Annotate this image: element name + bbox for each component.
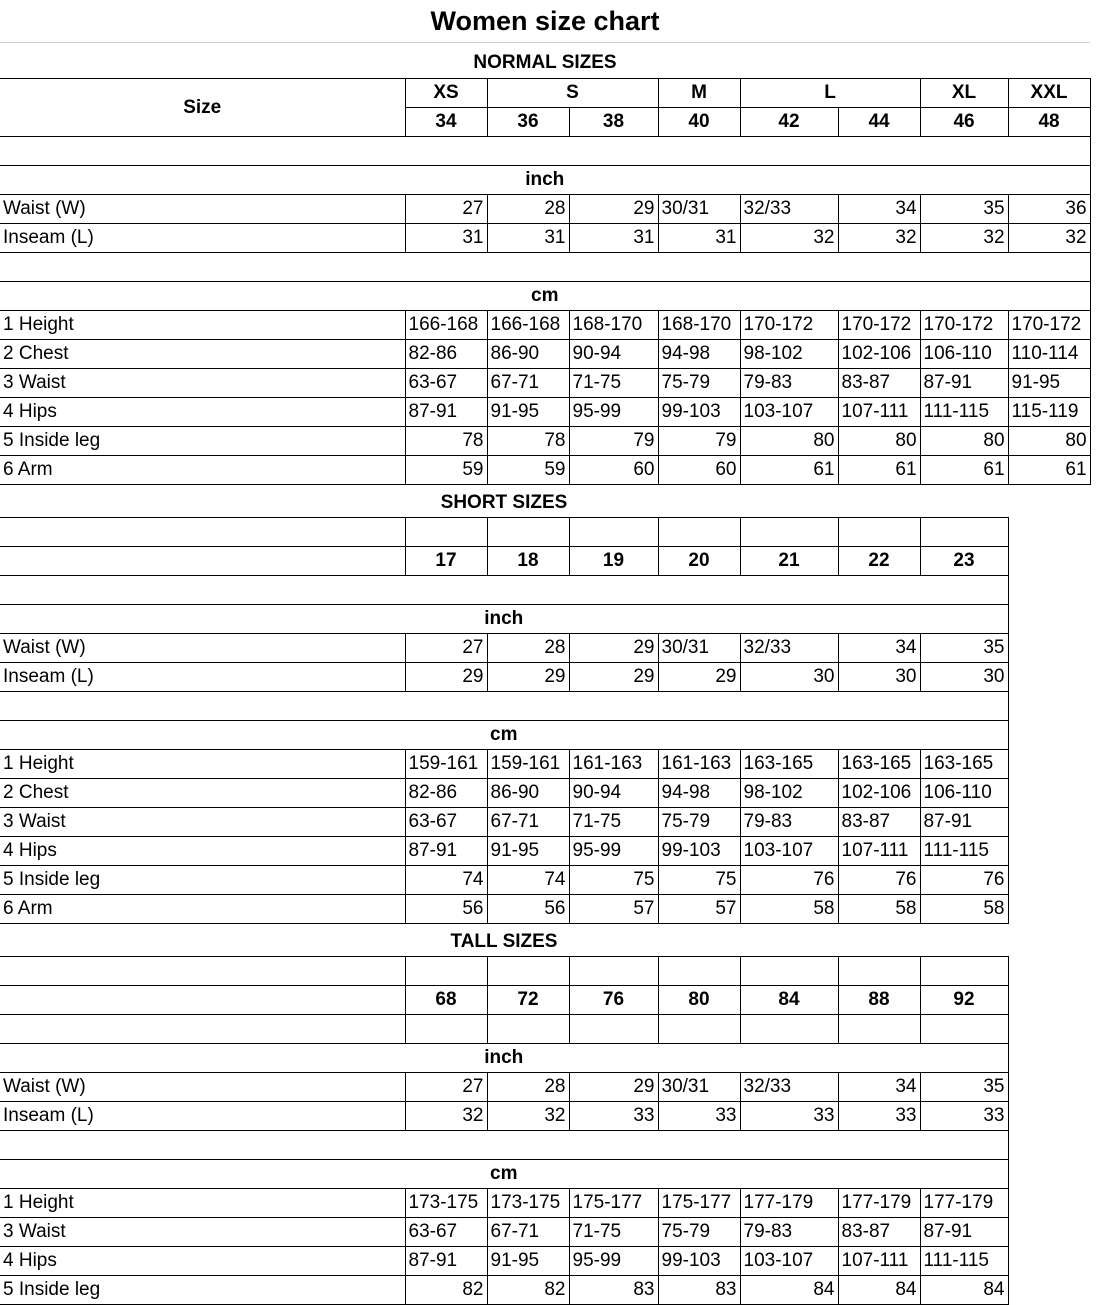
size-number: 21 — [740, 547, 838, 576]
measurement-label: 1 Height — [0, 750, 405, 779]
measurement-value: 33 — [569, 1102, 658, 1131]
measurement-row — [0, 195, 1090, 224]
measurement-value: 173-175 — [487, 1189, 569, 1218]
unit-label: inch — [0, 166, 1090, 195]
measurement-value: 170-172 — [1008, 311, 1090, 340]
number-size-row — [0, 547, 1008, 576]
measurement-row — [0, 663, 1008, 692]
measurement-value: 57 — [569, 895, 658, 924]
empty-cell — [569, 957, 658, 986]
measurement-value: 71-75 — [569, 808, 658, 837]
measurement-row — [0, 340, 1090, 369]
measurement-value: 36 — [1008, 195, 1090, 224]
measurement-value: 107-111 — [838, 837, 920, 866]
measurement-row — [0, 779, 1008, 808]
measurement-value: 95-99 — [569, 1247, 658, 1276]
measurement-value: 29 — [569, 663, 658, 692]
measurement-value: 29 — [569, 1073, 658, 1102]
measurement-value: 91-95 — [487, 1247, 569, 1276]
measurement-value: 83-87 — [838, 808, 920, 837]
measurement-value: 111-115 — [920, 837, 1008, 866]
cm-unit-row — [0, 282, 1090, 311]
measurement-value: 94-98 — [658, 779, 740, 808]
measurement-value: 28 — [487, 195, 569, 224]
inch-unit-row — [0, 166, 1090, 195]
measurement-value: 76 — [920, 866, 1008, 895]
measurement-value: 61 — [920, 456, 1008, 485]
size-number: 17 — [405, 547, 487, 576]
measurement-value: 99-103 — [658, 1247, 740, 1276]
measurement-value: 33 — [838, 1102, 920, 1131]
unit-label: inch — [0, 1044, 1008, 1073]
measurement-value: 75-79 — [658, 369, 740, 398]
measurement-value: 99-103 — [658, 837, 740, 866]
measurement-value: 31 — [487, 224, 569, 253]
measurement-label: 5 Inside leg — [0, 427, 405, 456]
measurement-value: 177-179 — [740, 1189, 838, 1218]
measurement-value: 87-91 — [405, 398, 487, 427]
measurement-value: 102-106 — [838, 779, 920, 808]
measurement-value: 106-110 — [920, 779, 1008, 808]
empty-cell — [569, 1015, 658, 1044]
unit-label: inch — [0, 605, 1008, 634]
measurement-row — [0, 456, 1090, 485]
measurement-value: 35 — [920, 195, 1008, 224]
measurement-value: 159-161 — [487, 750, 569, 779]
measurement-value: 29 — [405, 663, 487, 692]
measurement-label: 3 Waist — [0, 808, 405, 837]
empty-cell — [487, 518, 569, 547]
measurement-value: 32 — [487, 1102, 569, 1131]
measurement-value: 31 — [569, 224, 658, 253]
measurement-value: 83 — [658, 1276, 740, 1305]
measurement-value: 87-91 — [405, 1247, 487, 1276]
measurement-value: 71-75 — [569, 1218, 658, 1247]
row-label-blank — [0, 1015, 405, 1044]
measurement-value: 67-71 — [487, 1218, 569, 1247]
measurement-row — [0, 1276, 1008, 1305]
measurement-value: 79-83 — [740, 369, 838, 398]
measurement-label: 5 Inside leg — [0, 1276, 405, 1305]
measurement-value: 168-170 — [658, 311, 740, 340]
measurement-value: 87-91 — [920, 1218, 1008, 1247]
unit-label: cm — [0, 721, 1008, 750]
measurement-row — [0, 427, 1090, 456]
measurement-row — [0, 634, 1008, 663]
measurement-value: 102-106 — [838, 340, 920, 369]
measurement-value: 83-87 — [838, 1218, 920, 1247]
empty-cell — [920, 957, 1008, 986]
measurement-value: 115-119 — [1008, 398, 1090, 427]
measurement-value: 175-177 — [569, 1189, 658, 1218]
empty-cell — [838, 1015, 920, 1044]
number-size-row — [0, 986, 1008, 1015]
size-letter: S — [487, 79, 658, 108]
measurement-value: 34 — [838, 634, 920, 663]
measurement-label: 5 Inside leg — [0, 866, 405, 895]
measurement-value: 82-86 — [405, 340, 487, 369]
measurement-value: 78 — [487, 427, 569, 456]
size-number: 92 — [920, 986, 1008, 1015]
cm-unit-row — [0, 1160, 1008, 1189]
size-letter: XS — [405, 79, 487, 108]
size-number: 20 — [658, 547, 740, 576]
tall-sizes-heading: TALL SIZES — [450, 930, 558, 952]
measurement-value: 32/33 — [740, 195, 838, 224]
measurement-label: Inseam (L) — [0, 1102, 405, 1131]
size-number: 18 — [487, 547, 569, 576]
measurement-value: 78 — [405, 427, 487, 456]
spacer-row — [0, 137, 1090, 166]
measurement-value: 177-179 — [838, 1189, 920, 1218]
measurement-value: 32 — [1008, 224, 1090, 253]
measurement-label: 4 Hips — [0, 398, 405, 427]
empty-cell — [920, 1015, 1008, 1044]
measurement-value: 33 — [658, 1102, 740, 1131]
measurement-value: 67-71 — [487, 369, 569, 398]
row-label-blank — [0, 518, 405, 547]
measurement-value: 90-94 — [569, 779, 658, 808]
measurement-value: 35 — [920, 1073, 1008, 1102]
measurement-row — [0, 398, 1090, 427]
size-number: 22 — [838, 547, 920, 576]
measurement-value: 83 — [569, 1276, 658, 1305]
measurement-value: 63-67 — [405, 369, 487, 398]
size-letter: XL — [920, 79, 1008, 108]
measurement-value: 168-170 — [569, 311, 658, 340]
measurement-value: 79-83 — [740, 808, 838, 837]
measurement-value: 110-114 — [1008, 340, 1090, 369]
measurement-value: 30 — [920, 663, 1008, 692]
measurement-value: 61 — [740, 456, 838, 485]
measurement-value: 98-102 — [740, 340, 838, 369]
measurement-value: 31 — [405, 224, 487, 253]
measurement-value: 170-172 — [740, 311, 838, 340]
size-number: 46 — [920, 108, 1008, 137]
size-letter: XXL — [1008, 79, 1090, 108]
measurement-value: 166-168 — [487, 311, 569, 340]
measurement-value: 63-67 — [405, 808, 487, 837]
measurement-value: 32/33 — [740, 1073, 838, 1102]
measurement-row — [0, 1218, 1008, 1247]
measurement-value: 61 — [1008, 456, 1090, 485]
measurement-value: 107-111 — [838, 1247, 920, 1276]
measurement-value: 95-99 — [569, 398, 658, 427]
measurement-value: 161-163 — [569, 750, 658, 779]
measurement-value: 91-95 — [487, 398, 569, 427]
measurement-label: 4 Hips — [0, 1247, 405, 1276]
size-number: 76 — [569, 986, 658, 1015]
measurement-value: 90-94 — [569, 340, 658, 369]
measurement-value: 58 — [838, 895, 920, 924]
measurement-value: 35 — [920, 634, 1008, 663]
measurement-label: 2 Chest — [0, 340, 405, 369]
empty-cell — [920, 518, 1008, 547]
spacer-row — [0, 576, 1008, 605]
measurement-value: 80 — [1008, 427, 1090, 456]
empty-cell — [740, 957, 838, 986]
measurement-value: 71-75 — [569, 369, 658, 398]
blank-header-row — [0, 518, 1008, 547]
measurement-value: 32 — [740, 224, 838, 253]
measurement-label: Waist (W) — [0, 1073, 405, 1102]
measurement-row — [0, 837, 1008, 866]
measurement-row — [0, 369, 1090, 398]
measurement-label: Waist (W) — [0, 634, 405, 663]
empty-cell — [740, 518, 838, 547]
measurement-row — [0, 1073, 1008, 1102]
measurement-value: 59 — [405, 456, 487, 485]
measurement-value: 63-67 — [405, 1218, 487, 1247]
size-label: Size — [0, 79, 405, 137]
measurement-value: 27 — [405, 634, 487, 663]
measurement-value: 58 — [920, 895, 1008, 924]
short-sizes-heading: SHORT SIZES — [440, 491, 568, 513]
measurement-value: 34 — [838, 1073, 920, 1102]
measurement-value: 75-79 — [658, 808, 740, 837]
measurement-value: 32 — [838, 224, 920, 253]
size-number: 42 — [740, 108, 838, 137]
measurement-value: 30 — [740, 663, 838, 692]
measurement-value: 107-111 — [838, 398, 920, 427]
measurement-value: 75-79 — [658, 1218, 740, 1247]
empty-cell — [658, 1015, 740, 1044]
measurement-value: 56 — [405, 895, 487, 924]
measurement-value: 86-90 — [487, 340, 569, 369]
measurement-value: 76 — [740, 866, 838, 895]
size-number: 19 — [569, 547, 658, 576]
measurement-value: 163-165 — [838, 750, 920, 779]
size-number: 72 — [487, 986, 569, 1015]
measurement-value: 30/31 — [658, 634, 740, 663]
measurement-value: 159-161 — [405, 750, 487, 779]
measurement-value: 79 — [569, 427, 658, 456]
measurement-value: 29 — [658, 663, 740, 692]
empty-cell — [838, 957, 920, 986]
size-number: 40 — [658, 108, 740, 137]
measurement-value: 57 — [658, 895, 740, 924]
measurement-value: 67-71 — [487, 808, 569, 837]
measurement-value: 80 — [920, 427, 1008, 456]
normal-sizes-heading: NORMAL SIZES — [473, 51, 617, 73]
measurement-value: 61 — [838, 456, 920, 485]
page-title: Women size chart — [0, 0, 1090, 43]
measurement-row — [0, 750, 1008, 779]
measurement-value: 30 — [838, 663, 920, 692]
measurement-value: 28 — [487, 1073, 569, 1102]
measurement-value: 29 — [569, 634, 658, 663]
measurement-value: 60 — [569, 456, 658, 485]
measurement-value: 163-165 — [740, 750, 838, 779]
measurement-row — [0, 808, 1008, 837]
measurement-row — [0, 1189, 1008, 1218]
unit-label: cm — [0, 1160, 1008, 1189]
measurement-value: 94-98 — [658, 340, 740, 369]
size-number: 23 — [920, 547, 1008, 576]
size-number: 36 — [487, 108, 569, 137]
measurement-value: 103-107 — [740, 837, 838, 866]
empty-cell — [740, 1015, 838, 1044]
measurement-value: 79 — [658, 427, 740, 456]
size-number: 88 — [838, 986, 920, 1015]
measurement-label: Waist (W) — [0, 195, 405, 224]
empty-cell — [405, 957, 487, 986]
empty-cell — [838, 518, 920, 547]
measurement-row — [0, 1102, 1008, 1131]
measurement-value: 80 — [838, 427, 920, 456]
measurement-label: Inseam (L) — [0, 663, 405, 692]
measurement-value: 29 — [569, 195, 658, 224]
empty-cell — [405, 1015, 487, 1044]
measurement-value: 173-175 — [405, 1189, 487, 1218]
measurement-label: 3 Waist — [0, 1218, 405, 1247]
measurement-label: 3 Waist — [0, 369, 405, 398]
measurement-value: 33 — [920, 1102, 1008, 1131]
measurement-value: 98-102 — [740, 779, 838, 808]
measurement-value: 166-168 — [405, 311, 487, 340]
measurement-value: 86-90 — [487, 779, 569, 808]
measurement-value: 30/31 — [658, 195, 740, 224]
measurement-value: 32 — [405, 1102, 487, 1131]
measurement-value: 31 — [658, 224, 740, 253]
measurement-value: 84 — [920, 1276, 1008, 1305]
size-number: 80 — [658, 986, 740, 1015]
size-number: 68 — [405, 986, 487, 1015]
inch-unit-row — [0, 605, 1008, 634]
row-label-blank — [0, 986, 405, 1015]
measurement-label: 4 Hips — [0, 837, 405, 866]
measurement-value: 59 — [487, 456, 569, 485]
measurement-label: 1 Height — [0, 311, 405, 340]
spacer-row — [0, 692, 1008, 721]
measurement-value: 60 — [658, 456, 740, 485]
cm-unit-row — [0, 721, 1008, 750]
measurement-value: 76 — [838, 866, 920, 895]
short-sizes-table — [0, 517, 1009, 924]
measurement-value: 177-179 — [920, 1189, 1008, 1218]
measurement-value: 80 — [740, 427, 838, 456]
inch-unit-row — [0, 1044, 1008, 1073]
measurement-value: 27 — [405, 1073, 487, 1102]
measurement-value: 99-103 — [658, 398, 740, 427]
measurement-value: 29 — [487, 663, 569, 692]
size-number: 84 — [740, 986, 838, 1015]
measurement-value: 87-91 — [920, 369, 1008, 398]
spacer-row — [0, 253, 1090, 282]
measurement-value: 33 — [740, 1102, 838, 1131]
measurement-value: 170-172 — [920, 311, 1008, 340]
row-label-blank — [0, 547, 405, 576]
measurement-row — [0, 311, 1090, 340]
measurement-value: 79-83 — [740, 1218, 838, 1247]
spacer-row — [0, 1131, 1008, 1160]
measurement-value: 30/31 — [658, 1073, 740, 1102]
measurement-value: 95-99 — [569, 837, 658, 866]
measurement-label: 6 Arm — [0, 895, 405, 924]
row-label-blank — [0, 957, 405, 986]
blank-header-row — [0, 957, 1008, 986]
measurement-value: 83-87 — [838, 369, 920, 398]
letter-size-row — [0, 79, 1090, 108]
measurement-value: 111-115 — [920, 398, 1008, 427]
size-number: 38 — [569, 108, 658, 137]
measurement-value: 32 — [920, 224, 1008, 253]
measurement-value: 75 — [658, 866, 740, 895]
unit-label: cm — [0, 282, 1090, 311]
tall-sizes-table — [0, 956, 1009, 1305]
measurement-value: 82 — [405, 1276, 487, 1305]
measurement-value: 74 — [487, 866, 569, 895]
measurement-value: 163-165 — [920, 750, 1008, 779]
blank-header-row — [0, 1015, 1008, 1044]
measurement-label: 6 Arm — [0, 456, 405, 485]
measurement-value: 32/33 — [740, 634, 838, 663]
measurement-row — [0, 895, 1008, 924]
empty-cell — [658, 957, 740, 986]
measurement-value: 103-107 — [740, 398, 838, 427]
empty-cell — [658, 518, 740, 547]
size-number: 44 — [838, 108, 920, 137]
measurement-row — [0, 224, 1090, 253]
measurement-value: 170-172 — [838, 311, 920, 340]
measurement-value: 84 — [740, 1276, 838, 1305]
measurement-label: 1 Height — [0, 1189, 405, 1218]
measurement-value: 82-86 — [405, 779, 487, 808]
measurement-label: Inseam (L) — [0, 224, 405, 253]
size-number: 48 — [1008, 108, 1090, 137]
normal-sizes-table — [0, 78, 1091, 485]
empty-cell — [487, 957, 569, 986]
size-number: 34 — [405, 108, 487, 137]
empty-cell — [487, 1015, 569, 1044]
measurement-value: 87-91 — [920, 808, 1008, 837]
measurement-value: 75 — [569, 866, 658, 895]
measurement-value: 82 — [487, 1276, 569, 1305]
empty-cell — [569, 518, 658, 547]
measurement-row — [0, 866, 1008, 895]
measurement-value: 34 — [838, 195, 920, 224]
measurement-value: 175-177 — [658, 1189, 740, 1218]
measurement-value: 111-115 — [920, 1247, 1008, 1276]
measurement-value: 161-163 — [658, 750, 740, 779]
measurement-value: 91-95 — [1008, 369, 1090, 398]
measurement-value: 28 — [487, 634, 569, 663]
size-letter: L — [740, 79, 920, 108]
measurement-value: 87-91 — [405, 837, 487, 866]
measurement-value: 106-110 — [920, 340, 1008, 369]
measurement-label: 2 Chest — [0, 779, 405, 808]
size-letter: M — [658, 79, 740, 108]
empty-cell — [405, 518, 487, 547]
measurement-value: 56 — [487, 895, 569, 924]
measurement-value: 74 — [405, 866, 487, 895]
measurement-value: 84 — [838, 1276, 920, 1305]
measurement-value: 91-95 — [487, 837, 569, 866]
measurement-row — [0, 1247, 1008, 1276]
measurement-value: 58 — [740, 895, 838, 924]
measurement-value: 27 — [405, 195, 487, 224]
measurement-value: 103-107 — [740, 1247, 838, 1276]
